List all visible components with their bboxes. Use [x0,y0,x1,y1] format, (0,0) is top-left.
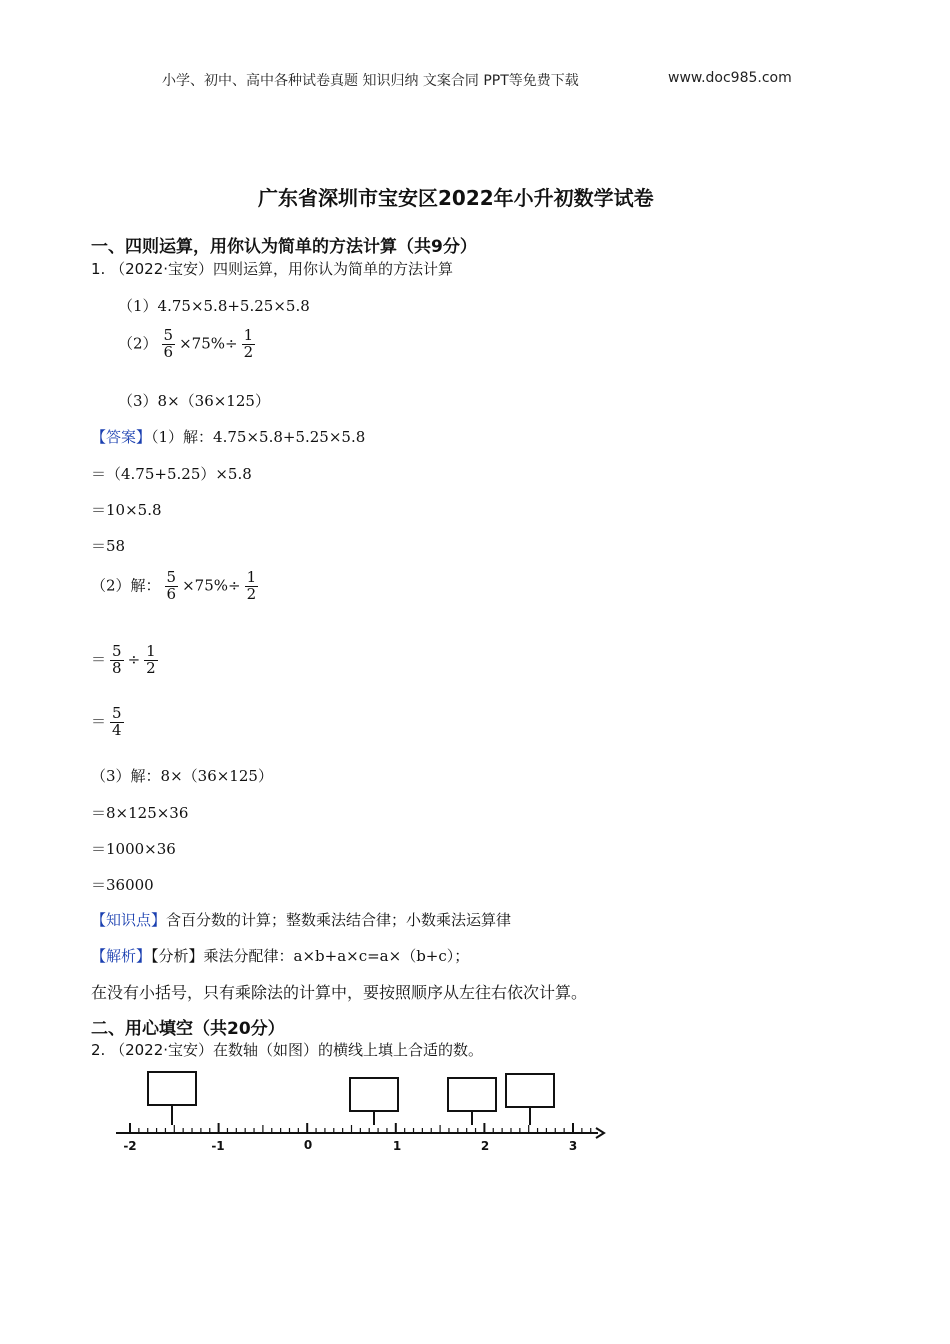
axis-label: -1 [211,1139,225,1153]
answer-part2: （2）解： $\frac{5}{6}$ ×75%÷ $\frac{1}{2}$ [91,568,257,603]
answer-step: ＝8×125×36 [91,804,189,822]
q1-part2 [118,328,259,361]
header-site: www.doc985.com [668,70,792,86]
axis-label: 3 [568,1139,578,1153]
answer-step: ＝1000×36 [91,840,176,858]
axis-label: 1 [392,1139,402,1153]
q1-prompt: 1. （2022·宝安）四则运算，用你认为简单的方法计算 [91,260,454,278]
fraction: $\frac{5}{4}$ [112,704,122,739]
section2-heading: 二、用心填空（共20分） [91,1019,285,1039]
axis-label: 0 [303,1138,313,1152]
answer-box[interactable] [148,1072,196,1105]
answer-step: ＝36000 [91,876,154,894]
axis-label: -2 [123,1139,137,1153]
q1-part1: （1）4.75×5.8+5.25×5.8 [118,297,310,315]
answer-step: ＝10×5.8 [91,501,162,519]
fraction: $\frac{1}{2}$ [243,326,254,361]
answer-part3: （3）解：8×（36×125） [91,767,273,785]
fraction: $\frac{1}{2}$ [146,642,156,677]
knowledge-line: 【知识点】含百分数的计算；整数乘法结合律；小数乘法运算律 [91,911,512,929]
analysis-line: 【解析】【分析】乘法分配律：a×b+a×c=a×（b+c）； [91,947,470,965]
answer-step: ＝ $\frac{5}{4}$ [91,704,122,739]
knowledge-tag: 【知识点】 [91,911,167,929]
answer-box[interactable] [350,1078,398,1111]
answer-step: ＝ $\frac{5}{8}$ ÷ $\frac{1}{2}$ [91,642,156,677]
answer-step: ＝58 [91,537,126,555]
q2-prompt: 2. （2022·宝安）在数轴（如图）的横线上填上合适的数。 [91,1041,484,1059]
answer-tag: 【答案】 [91,428,152,446]
answer-box[interactable] [448,1078,496,1111]
axis-label: 2 [480,1139,490,1153]
fraction: $\frac{5}{6}$ [163,326,174,361]
header-text: 小学、初中、高中各种试卷真题 知识归纳 文案合同 PPT等免费下载 [162,73,579,89]
fraction: $\frac{5}{8}$ [112,642,122,677]
analysis-line2: 在没有小括号，只有乘除法的计算中，要按照顺序从左往右依次计算。 [91,983,588,1002]
answer-step: ＝（4.75+5.25）×5.8 [91,465,252,483]
fraction: $\frac{1}{2}$ [246,568,257,603]
analysis-tag: 【解析】 [91,947,152,965]
q1-part3: （3）8×（36×125） [118,392,270,410]
page-title: 广东省深圳市宝安区2022年小升初数学试卷 [258,186,654,210]
q1-part2-mid: ×75%÷ [179,334,238,353]
section1-heading: 一、四则运算，用你认为简单的方法计算（共9分） [91,237,477,257]
number-line-figure [110,1068,610,1158]
q1-part2-prefix: （2） [118,334,158,353]
fraction: $\frac{5}{6}$ [166,568,177,603]
answer-line1: 【答案】（1）解：4.75×5.8+5.25×5.8 [91,428,366,446]
answer-box[interactable] [506,1074,554,1107]
